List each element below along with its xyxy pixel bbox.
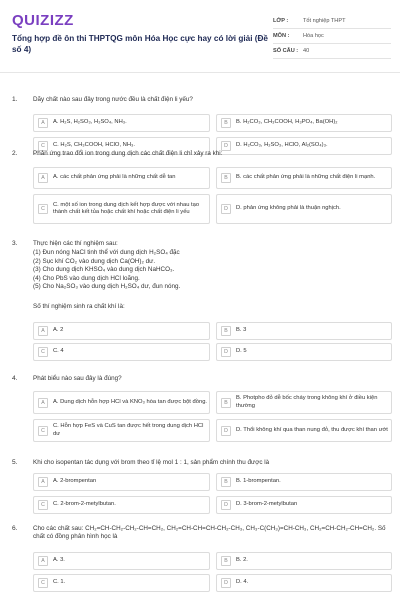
meta-key: SỐ CÂU : <box>273 48 299 54</box>
option-letter-d: D <box>221 141 231 151</box>
question-subtext: Số thí nghiệm sinh ra chất khí là: <box>33 303 125 310</box>
experiment-line-4: (4) Cho PbS vào dung dịch HCl loãng. <box>33 274 140 282</box>
meta-row-subject <box>273 29 391 44</box>
option-d[interactable] <box>216 574 392 592</box>
question-text: Khi cho isopentan tác dụng với brom theo tỉ lệ mol 1 : 1, sản phẩm chính thu được là <box>33 459 270 466</box>
option-a[interactable] <box>33 391 210 414</box>
question-number: 4. <box>12 375 18 382</box>
option-text: D. Thổi không khí qua than nung đỏ, thu được khí than ướt <box>236 426 388 433</box>
option-letter-b: B <box>221 326 231 336</box>
option-text: C. 4 <box>53 348 64 355</box>
option-text: C. 2-brom-2-metylbutan. <box>53 501 116 508</box>
question-number: 6. <box>12 525 18 532</box>
meta-row-question-count <box>273 44 391 59</box>
question-text: Phát biểu nào sau đây là đúng? <box>33 375 122 382</box>
experiment-line-3: (3) Cho dung dịch KHSO₄ vào dung dịch NaHCO₃. <box>33 266 175 273</box>
option-text: D. H₂CO₃, H₂SO₃, HClO, Al₂(SO₄)₃. <box>236 142 328 149</box>
meta-table <box>273 14 391 59</box>
option-text: C. một số ion trong dung dịch kết hợp được với nhau tạo thành chất kết tủa hoặc chất khí hoặc chất điện li yếu <box>53 201 200 215</box>
question-text: Dãy chất nào sau đây trong nước đều là chất điện li yếu? <box>33 96 193 103</box>
page-header <box>0 0 400 66</box>
option-letter-c: C <box>38 347 48 357</box>
option-text: D. 3-brom-2-metylbutan <box>236 501 298 508</box>
quizizz-logo: QUIZIZZ <box>12 12 74 29</box>
option-letter-b: B <box>221 118 231 128</box>
option-b[interactable] <box>216 473 392 491</box>
question-number: 5. <box>12 459 18 466</box>
option-letter-a: A <box>38 556 48 566</box>
option-text: A. 2-brompentan <box>53 478 97 485</box>
option-letter-c: C <box>38 578 48 588</box>
option-letter-c: C <box>38 500 48 510</box>
question-text: Thực hiện các thí nghiệm sau: <box>33 240 118 247</box>
option-letter-b: B <box>221 477 231 487</box>
page-title: Tổng hợp đề ôn thi THPTQG môn Hóa Học cực hay có lời giải (Đề số 4) <box>12 34 268 54</box>
option-text: B. 1-brompentan. <box>236 478 281 485</box>
meta-value: Hóa học <box>303 33 324 39</box>
option-letter-b: B <box>221 173 231 183</box>
question-text: Cho các chất sau: CH₂=CH-CH₂-CH₂-CH=CH₂, CH₂=CH-CH=CH-CH₂-CH₃, CH₃-C(CH₃)=CH-CH₃, CH₂=CH-CH₂-CH=CH₂. Số chất có đồng phân hình học là <box>33 525 386 541</box>
meta-value: 40 <box>303 48 310 54</box>
option-letter-c: C <box>38 141 48 151</box>
option-a[interactable] <box>33 552 210 570</box>
option-text: A. 2 <box>53 327 64 334</box>
option-b[interactable] <box>216 391 392 414</box>
option-letter-d: D <box>221 500 231 510</box>
option-text: A. Dung dịch hỗn hợp HCl và KNO₃ hòa tan được bột đồng. <box>53 398 208 405</box>
option-b[interactable] <box>216 114 392 132</box>
option-letter-a: A <box>38 477 48 487</box>
option-b[interactable] <box>216 322 392 340</box>
option-letter-c: C <box>38 204 48 214</box>
header-divider <box>0 72 400 73</box>
question-number: 2. <box>12 150 18 157</box>
option-c[interactable] <box>33 194 210 224</box>
option-text: B. H₂CO₃, CH₃COOH, H₃PO₄, Ba(OH)₂ <box>236 119 338 126</box>
meta-row-grade <box>273 14 391 29</box>
meta-key: MÔN : <box>273 33 290 39</box>
option-text: C. Hỗn hợp FeS và CuS tan được hết trong dung dịch HCl dư <box>53 423 204 437</box>
option-text: D. 5 <box>236 348 247 355</box>
option-letter-a: A <box>38 173 48 183</box>
option-text: D. phản ứng không phải là thuận nghịch. <box>236 205 341 212</box>
option-letter-b: B <box>221 556 231 566</box>
experiment-line-2: (2) Sục khí CO₂ vào dung dịch Ca(OH)₂ dư. <box>33 257 156 265</box>
option-d[interactable] <box>216 496 392 514</box>
option-a[interactable] <box>33 473 210 491</box>
option-text: A. H₂S, H₂SO₃, H₂SO₄, NH₃. <box>53 119 127 126</box>
option-a[interactable] <box>33 114 210 132</box>
option-text: A. các chất phản ứng phải là những chất dễ tan <box>53 174 176 181</box>
option-letter-d: D <box>221 578 231 588</box>
option-d[interactable] <box>216 419 392 442</box>
meta-key: LỚP : <box>273 18 289 24</box>
option-a[interactable] <box>33 167 210 189</box>
option-d[interactable] <box>216 194 392 224</box>
option-c[interactable] <box>33 419 210 442</box>
option-a[interactable] <box>33 322 210 340</box>
option-text: B. các chất phản ứng phải là những chất điện li mạnh. <box>236 174 376 181</box>
option-b[interactable] <box>216 552 392 570</box>
option-letter-d: D <box>221 204 231 214</box>
option-letter-b: B <box>221 398 231 408</box>
option-c[interactable] <box>33 343 210 361</box>
option-text: B. 2. <box>236 557 248 564</box>
option-b[interactable] <box>216 167 392 189</box>
option-c[interactable] <box>33 496 210 514</box>
experiment-line-5: (5) Cho Na₂SO₃ vào dung dịch H₂SO₄ dư, đun nóng. <box>33 283 181 290</box>
question-number: 1. <box>12 96 18 103</box>
question-number: 3. <box>12 240 18 247</box>
option-text: C. H₂S, CH₃COOH, HClO, NH₃. <box>53 142 136 149</box>
option-letter-a: A <box>38 398 48 408</box>
option-text: B. Photpho đỏ dễ bốc cháy trong không khí ở điều kiện thường <box>236 395 378 409</box>
option-text: D. 4. <box>236 579 249 586</box>
option-text: C. 1. <box>53 579 66 586</box>
option-letter-a: A <box>38 326 48 336</box>
option-text: B. 3 <box>236 327 247 334</box>
option-letter-a: A <box>38 118 48 128</box>
option-d[interactable] <box>216 343 392 361</box>
option-c[interactable] <box>33 574 210 592</box>
option-letter-d: D <box>221 347 231 357</box>
meta-value: Tốt nghiệp THPT <box>303 18 346 24</box>
option-text: A. 3. <box>53 557 65 564</box>
option-letter-d: D <box>221 426 231 436</box>
question-text: Phản ứng trao đổi ion trong dung dịch các chất điện li chỉ xảy ra khi: <box>33 150 223 157</box>
experiment-line-1: (1) Đun nóng NaCl tinh thể với dung dịch H₂SO₄ đặc <box>33 249 180 256</box>
option-letter-c: C <box>38 426 48 436</box>
